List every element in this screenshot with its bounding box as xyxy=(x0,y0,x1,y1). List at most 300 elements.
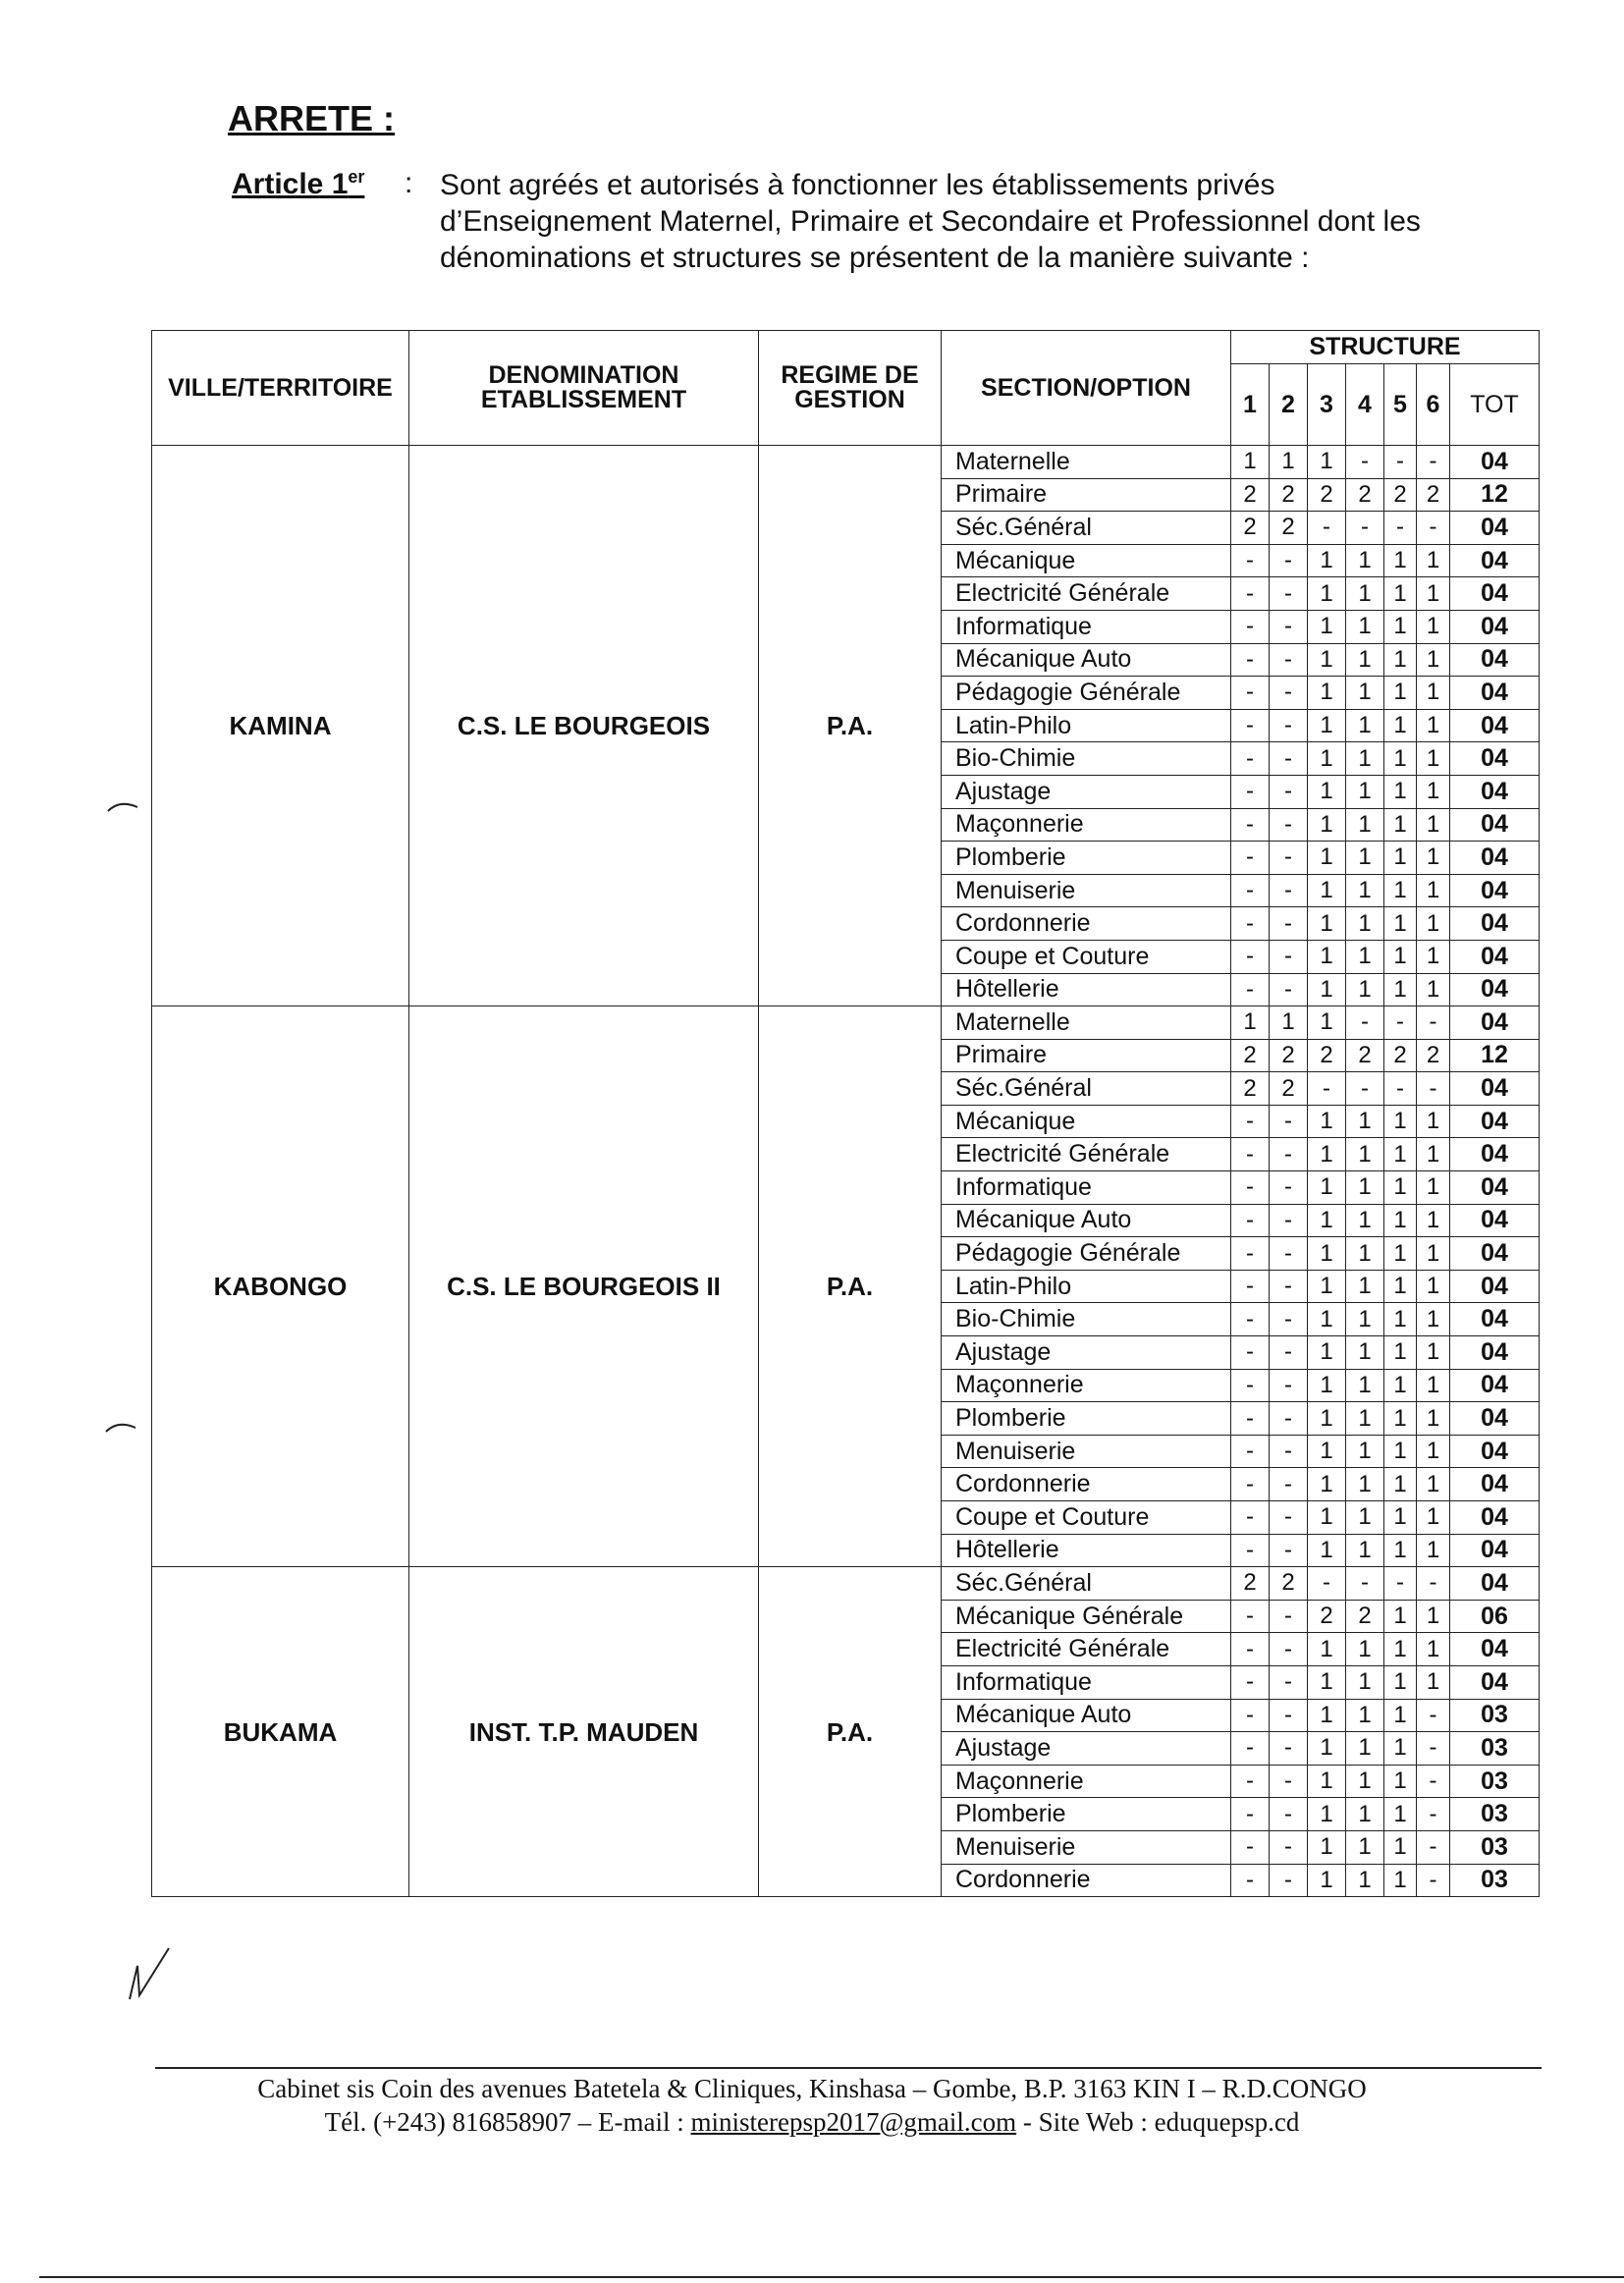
total-cell: 04 xyxy=(1450,1501,1540,1535)
article-label-text: Article 1 xyxy=(232,168,349,200)
footer-website: - Site Web : eduquepsp.cd xyxy=(1016,2107,1300,2137)
level-2-cell: 2 xyxy=(1270,1567,1308,1601)
total-cell: 04 xyxy=(1450,1665,1540,1699)
level-2-cell: - xyxy=(1270,1468,1308,1501)
level-1-cell: - xyxy=(1231,1830,1270,1864)
section-cell: Séc.Général xyxy=(942,512,1231,545)
level-1-cell: - xyxy=(1231,1732,1270,1766)
section-cell: Menuiserie xyxy=(942,1830,1231,1864)
table-body xyxy=(152,446,1540,1897)
section-cell: Plomberie xyxy=(942,842,1231,875)
footer-contact xyxy=(0,2107,1624,2138)
total-cell: 03 xyxy=(1450,1699,1540,1732)
section-cell: Hôtellerie xyxy=(942,1534,1231,1567)
level-4-cell: 1 xyxy=(1346,1798,1384,1831)
level-3-cell: 1 xyxy=(1308,1336,1346,1370)
total-cell: 04 xyxy=(1450,1435,1540,1468)
total-cell: 04 xyxy=(1450,1204,1540,1237)
total-cell: 12 xyxy=(1450,478,1540,512)
total-cell: 04 xyxy=(1450,775,1540,808)
pen-mark-icon xyxy=(104,1418,139,1438)
level-4-cell: 2 xyxy=(1346,1600,1384,1633)
level-4-cell: 1 xyxy=(1346,1105,1384,1138)
total-cell: 04 xyxy=(1450,907,1540,941)
level-2-cell: - xyxy=(1270,1336,1308,1370)
section-cell: Maternelle xyxy=(942,1006,1231,1040)
level-3-cell: 1 xyxy=(1308,1665,1346,1699)
level-1-cell: - xyxy=(1231,1138,1270,1171)
level-3-cell: 1 xyxy=(1308,1105,1346,1138)
level-5-cell: 2 xyxy=(1384,478,1417,512)
section-cell: Cordonnerie xyxy=(942,907,1231,941)
level-3-cell: 1 xyxy=(1308,1204,1346,1237)
section-cell: Menuiserie xyxy=(942,874,1231,907)
level-2-cell: - xyxy=(1270,677,1308,710)
section-cell: Pédagogie Générale xyxy=(942,1237,1231,1271)
section-cell: Ajustage xyxy=(942,1336,1231,1370)
level-1-cell: - xyxy=(1231,1435,1270,1468)
level-4-cell: - xyxy=(1346,446,1384,479)
level-6-cell: 1 xyxy=(1417,874,1450,907)
level-2-cell: - xyxy=(1270,610,1308,643)
level-1-cell: - xyxy=(1231,1534,1270,1567)
level-6-cell: 1 xyxy=(1417,677,1450,710)
ville-cell: KABONGO xyxy=(152,1006,409,1567)
total-cell: 04 xyxy=(1450,1105,1540,1138)
level-3-cell: 1 xyxy=(1308,446,1346,479)
section-cell: Mécanique xyxy=(942,544,1231,577)
level-6-cell: 1 xyxy=(1417,742,1450,776)
section-cell: Mécanique xyxy=(942,1105,1231,1138)
level-4-cell: 1 xyxy=(1346,1303,1384,1336)
section-cell: Informatique xyxy=(942,1665,1231,1699)
level-5-cell: 1 xyxy=(1384,1732,1417,1766)
total-cell: 04 xyxy=(1450,677,1540,710)
level-1-cell: - xyxy=(1231,1204,1270,1237)
level-1-cell: - xyxy=(1231,775,1270,808)
level-4-cell: 2 xyxy=(1346,478,1384,512)
section-cell: Maçonnerie xyxy=(942,1369,1231,1402)
level-6-cell: 1 xyxy=(1417,1138,1450,1171)
article-colon: : xyxy=(405,167,413,199)
level-4-cell: - xyxy=(1346,1006,1384,1040)
level-2-cell: - xyxy=(1270,1138,1308,1171)
level-3-cell: 1 xyxy=(1308,775,1346,808)
level-6-cell: - xyxy=(1417,1765,1450,1798)
level-1-cell: - xyxy=(1231,1600,1270,1633)
level-5-cell: 1 xyxy=(1384,1171,1417,1205)
total-cell: 04 xyxy=(1450,1171,1540,1205)
section-cell: Mécanique Générale xyxy=(942,1600,1231,1633)
level-2-cell: - xyxy=(1270,1765,1308,1798)
level-2-cell: - xyxy=(1270,1864,1308,1897)
level-3-cell: 1 xyxy=(1308,1138,1346,1171)
total-cell: 04 xyxy=(1450,1567,1540,1601)
level-5-cell: 1 xyxy=(1384,808,1417,842)
header-denomination: DENOMINATION ETABLISSEMENT xyxy=(409,331,759,446)
level-1-cell: - xyxy=(1231,1105,1270,1138)
level-2-cell: - xyxy=(1270,1270,1308,1303)
level-5-cell: 1 xyxy=(1384,677,1417,710)
level-6-cell: 1 xyxy=(1417,1336,1450,1370)
total-cell: 04 xyxy=(1450,577,1540,611)
total-cell: 04 xyxy=(1450,1468,1540,1501)
level-1-cell: 2 xyxy=(1231,1039,1270,1072)
level-6-cell: 1 xyxy=(1417,1105,1450,1138)
level-3-cell: 1 xyxy=(1308,643,1346,677)
ville-cell: KAMINA xyxy=(152,446,409,1006)
level-5-cell: 1 xyxy=(1384,709,1417,742)
total-cell: 06 xyxy=(1450,1600,1540,1633)
level-3-cell: 1 xyxy=(1308,808,1346,842)
level-4-cell: 1 xyxy=(1346,1699,1384,1732)
level-3-cell: 1 xyxy=(1308,874,1346,907)
level-5-cell: 1 xyxy=(1384,1699,1417,1732)
level-3-cell: 1 xyxy=(1308,1699,1346,1732)
level-5-cell: 1 xyxy=(1384,1336,1417,1370)
level-4-cell: 1 xyxy=(1346,1171,1384,1205)
total-cell: 04 xyxy=(1450,973,1540,1006)
level-6-cell: 1 xyxy=(1417,1303,1450,1336)
level-4-cell: 1 xyxy=(1346,1864,1384,1897)
level-6-cell: 1 xyxy=(1417,1204,1450,1237)
section-cell: Plomberie xyxy=(942,1402,1231,1436)
total-cell: 04 xyxy=(1450,544,1540,577)
level-5-cell: 1 xyxy=(1384,1798,1417,1831)
level-4-cell: 1 xyxy=(1346,1468,1384,1501)
level-1-cell: - xyxy=(1231,1402,1270,1436)
level-5-cell: 1 xyxy=(1384,1435,1417,1468)
level-5-cell: 1 xyxy=(1384,742,1417,776)
section-cell: Mécanique Auto xyxy=(942,1699,1231,1732)
article-label-sup: er xyxy=(348,167,365,187)
total-cell: 03 xyxy=(1450,1765,1540,1798)
level-4-cell: 1 xyxy=(1346,1270,1384,1303)
total-cell: 04 xyxy=(1450,742,1540,776)
level-5-cell: 1 xyxy=(1384,1237,1417,1271)
level-4-cell: 1 xyxy=(1346,709,1384,742)
header-tot: TOT xyxy=(1450,364,1540,446)
level-6-cell: 1 xyxy=(1417,1237,1450,1271)
section-cell: Séc.Général xyxy=(942,1567,1231,1601)
level-1-cell: 2 xyxy=(1231,478,1270,512)
level-5-cell: 1 xyxy=(1384,1534,1417,1567)
total-cell: 04 xyxy=(1450,446,1540,479)
level-1-cell: 2 xyxy=(1231,1567,1270,1601)
level-5-cell: 1 xyxy=(1384,1830,1417,1864)
level-1-cell: - xyxy=(1231,544,1270,577)
level-2-cell: - xyxy=(1270,1204,1308,1237)
level-6-cell: 1 xyxy=(1417,1270,1450,1303)
level-6-cell: - xyxy=(1417,1732,1450,1766)
ville-cell: BUKAMA xyxy=(152,1567,409,1897)
level-6-cell: 1 xyxy=(1417,544,1450,577)
level-6-cell: 1 xyxy=(1417,907,1450,941)
level-3-cell: 2 xyxy=(1308,1039,1346,1072)
total-cell: 04 xyxy=(1450,1369,1540,1402)
level-3-cell: 2 xyxy=(1308,478,1346,512)
level-5-cell: - xyxy=(1384,446,1417,479)
level-1-cell: - xyxy=(1231,842,1270,875)
level-2-cell: 2 xyxy=(1270,512,1308,545)
level-5-cell: 1 xyxy=(1384,1303,1417,1336)
level-1-cell: - xyxy=(1231,1237,1270,1271)
level-2-cell: 2 xyxy=(1270,1072,1308,1106)
level-5-cell: 1 xyxy=(1384,544,1417,577)
level-4-cell: 1 xyxy=(1346,544,1384,577)
level-3-cell: 1 xyxy=(1308,1237,1346,1271)
page-bottom-edge xyxy=(39,2276,1624,2278)
total-cell: 04 xyxy=(1450,1006,1540,1040)
level-1-cell: - xyxy=(1231,1270,1270,1303)
level-2-cell: - xyxy=(1270,544,1308,577)
level-2-cell: - xyxy=(1270,577,1308,611)
level-4-cell: 1 xyxy=(1346,874,1384,907)
level-2-cell: - xyxy=(1270,709,1308,742)
level-4-cell: 1 xyxy=(1346,1237,1384,1271)
section-cell: Electricité Générale xyxy=(942,1138,1231,1171)
signature-initial-icon xyxy=(124,1944,173,2003)
level-4-cell: 1 xyxy=(1346,1402,1384,1436)
total-cell: 04 xyxy=(1450,874,1540,907)
total-cell: 04 xyxy=(1450,808,1540,842)
section-cell: Mécanique Auto xyxy=(942,643,1231,677)
level-2-cell: - xyxy=(1270,1435,1308,1468)
level-5-cell: 2 xyxy=(1384,1039,1417,1072)
level-4-cell: - xyxy=(1346,1072,1384,1106)
level-3-cell: 1 xyxy=(1308,1534,1346,1567)
level-6-cell: 1 xyxy=(1417,973,1450,1006)
footer-email-link[interactable]: ministerepsp2017@gmail.com xyxy=(690,2107,1017,2137)
section-cell: Bio-Chimie xyxy=(942,1303,1231,1336)
level-4-cell: 1 xyxy=(1346,940,1384,973)
level-5-cell: 1 xyxy=(1384,1105,1417,1138)
header-level-4: 4 xyxy=(1346,364,1384,446)
total-cell: 03 xyxy=(1450,1732,1540,1766)
level-6-cell: - xyxy=(1417,1006,1450,1040)
total-cell: 04 xyxy=(1450,842,1540,875)
level-3-cell: 1 xyxy=(1308,1171,1346,1205)
level-5-cell: 1 xyxy=(1384,577,1417,611)
level-5-cell: 1 xyxy=(1384,1864,1417,1897)
level-5-cell: 1 xyxy=(1384,1633,1417,1666)
level-2-cell: - xyxy=(1270,1171,1308,1205)
level-6-cell: 1 xyxy=(1417,643,1450,677)
table-row xyxy=(152,1567,1540,1601)
level-2-cell: - xyxy=(1270,1501,1308,1535)
level-6-cell: - xyxy=(1417,1864,1450,1897)
level-1-cell: - xyxy=(1231,1303,1270,1336)
level-2-cell: - xyxy=(1270,973,1308,1006)
section-cell: Latin-Philo xyxy=(942,709,1231,742)
section-cell: Electricité Générale xyxy=(942,1633,1231,1666)
level-5-cell: 1 xyxy=(1384,610,1417,643)
level-3-cell: 1 xyxy=(1308,1830,1346,1864)
section-cell: Cordonnerie xyxy=(942,1468,1231,1501)
level-2-cell: - xyxy=(1270,1402,1308,1436)
level-4-cell: 1 xyxy=(1346,1732,1384,1766)
header-level-1: 1 xyxy=(1231,364,1270,446)
level-2-cell: - xyxy=(1270,1303,1308,1336)
level-1-cell: - xyxy=(1231,610,1270,643)
regime-cell: P.A. xyxy=(759,1567,942,1897)
level-5-cell: 1 xyxy=(1384,1765,1417,1798)
level-4-cell: 1 xyxy=(1346,1633,1384,1666)
level-2-cell: 1 xyxy=(1270,446,1308,479)
article-label xyxy=(232,167,364,201)
level-5-cell: 1 xyxy=(1384,973,1417,1006)
level-3-cell: 1 xyxy=(1308,1798,1346,1831)
level-4-cell: 1 xyxy=(1346,842,1384,875)
level-2-cell: - xyxy=(1270,940,1308,973)
structure-table xyxy=(151,330,1540,1897)
level-5-cell: 1 xyxy=(1384,1270,1417,1303)
total-cell: 12 xyxy=(1450,1039,1540,1072)
section-cell: Cordonnerie xyxy=(942,1864,1231,1897)
level-1-cell: 2 xyxy=(1231,1072,1270,1106)
level-6-cell: - xyxy=(1417,1567,1450,1601)
footer-address: Cabinet sis Coin des avenues Batetela & Cliniques, Kinshasa – Gombe, B.P. 3163 KIN I – R.D.CONGO xyxy=(257,2074,1367,2103)
total-cell: 04 xyxy=(1450,1534,1540,1567)
level-5-cell: 1 xyxy=(1384,1600,1417,1633)
level-1-cell: - xyxy=(1231,643,1270,677)
level-2-cell: - xyxy=(1270,742,1308,776)
level-6-cell: 1 xyxy=(1417,610,1450,643)
level-6-cell: 1 xyxy=(1417,775,1450,808)
section-cell: Primaire xyxy=(942,1039,1231,1072)
level-4-cell: 1 xyxy=(1346,1665,1384,1699)
total-cell: 04 xyxy=(1450,1270,1540,1303)
section-cell: Latin-Philo xyxy=(942,1270,1231,1303)
level-5-cell: 1 xyxy=(1384,842,1417,875)
level-6-cell: - xyxy=(1417,1830,1450,1864)
section-cell: Bio-Chimie xyxy=(942,742,1231,776)
level-2-cell: - xyxy=(1270,1369,1308,1402)
level-3-cell: 2 xyxy=(1308,1600,1346,1633)
level-1-cell: - xyxy=(1231,808,1270,842)
level-5-cell: - xyxy=(1384,1072,1417,1106)
level-6-cell: 1 xyxy=(1417,1501,1450,1535)
level-6-cell: - xyxy=(1417,446,1450,479)
article-text: Sont agréés et autorisés à fonctionner les établissements privés d’Enseignement Maternel, Primaire et Secondaire et Professionnel dont les dénominations et structures se présentent de la manière suivante : xyxy=(440,169,1421,274)
level-6-cell: - xyxy=(1417,1072,1450,1106)
level-3-cell: 1 xyxy=(1308,940,1346,973)
level-3-cell: 1 xyxy=(1308,1864,1346,1897)
level-3-cell: 1 xyxy=(1308,544,1346,577)
regime-cell: P.A. xyxy=(759,446,942,1006)
level-6-cell: - xyxy=(1417,512,1450,545)
level-2-cell: - xyxy=(1270,1534,1308,1567)
level-3-cell: - xyxy=(1308,1567,1346,1601)
level-2-cell: - xyxy=(1270,874,1308,907)
level-6-cell: 1 xyxy=(1417,1369,1450,1402)
level-2-cell: - xyxy=(1270,808,1308,842)
level-3-cell: 1 xyxy=(1308,1402,1346,1436)
header-structure: STRUCTURE xyxy=(1231,331,1540,364)
denomination-cell: INST. T.P. MAUDEN xyxy=(409,1567,759,1897)
level-6-cell: 1 xyxy=(1417,1402,1450,1436)
total-cell: 03 xyxy=(1450,1864,1540,1897)
level-3-cell: 1 xyxy=(1308,907,1346,941)
level-5-cell: - xyxy=(1384,512,1417,545)
level-2-cell: - xyxy=(1270,907,1308,941)
level-1-cell: 1 xyxy=(1231,1006,1270,1040)
level-3-cell: 1 xyxy=(1308,742,1346,776)
section-cell: Pédagogie Générale xyxy=(942,677,1231,710)
total-cell: 04 xyxy=(1450,1336,1540,1370)
level-1-cell: 1 xyxy=(1231,446,1270,479)
level-2-cell: 2 xyxy=(1270,478,1308,512)
table-row xyxy=(152,1006,1540,1040)
level-3-cell: - xyxy=(1308,512,1346,545)
level-4-cell: 1 xyxy=(1346,1369,1384,1402)
section-cell: Electricité Générale xyxy=(942,577,1231,611)
level-1-cell: - xyxy=(1231,1468,1270,1501)
level-4-cell: 1 xyxy=(1346,808,1384,842)
level-6-cell: 1 xyxy=(1417,842,1450,875)
section-cell: Mécanique Auto xyxy=(942,1204,1231,1237)
level-2-cell: - xyxy=(1270,643,1308,677)
structure-table-wrapper xyxy=(151,330,1540,1897)
level-2-cell: - xyxy=(1270,1830,1308,1864)
level-4-cell: 1 xyxy=(1346,1830,1384,1864)
section-cell: Maçonnerie xyxy=(942,808,1231,842)
level-3-cell: 1 xyxy=(1308,1369,1346,1402)
level-4-cell: - xyxy=(1346,512,1384,545)
level-2-cell: - xyxy=(1270,1699,1308,1732)
section-cell: Coupe et Couture xyxy=(942,1501,1231,1535)
level-3-cell: 1 xyxy=(1308,1732,1346,1766)
level-6-cell: 1 xyxy=(1417,1171,1450,1205)
section-cell: Ajustage xyxy=(942,775,1231,808)
total-cell: 04 xyxy=(1450,1237,1540,1271)
section-cell: Informatique xyxy=(942,1171,1231,1205)
level-1-cell: - xyxy=(1231,1336,1270,1370)
level-4-cell: 2 xyxy=(1346,1039,1384,1072)
level-3-cell: 1 xyxy=(1308,1633,1346,1666)
level-1-cell: - xyxy=(1231,677,1270,710)
level-5-cell: 1 xyxy=(1384,874,1417,907)
level-4-cell: 1 xyxy=(1346,643,1384,677)
level-5-cell: 1 xyxy=(1384,775,1417,808)
header-level-5: 5 xyxy=(1384,364,1417,446)
level-5-cell: 1 xyxy=(1384,1369,1417,1402)
level-1-cell: - xyxy=(1231,1171,1270,1205)
level-2-cell: - xyxy=(1270,1105,1308,1138)
level-4-cell: 1 xyxy=(1346,677,1384,710)
level-3-cell: 1 xyxy=(1308,842,1346,875)
level-4-cell: 1 xyxy=(1346,1534,1384,1567)
level-6-cell: - xyxy=(1417,1699,1450,1732)
level-4-cell: 1 xyxy=(1346,1138,1384,1171)
level-3-cell: 1 xyxy=(1308,1765,1346,1798)
level-2-cell: - xyxy=(1270,1237,1308,1271)
footer-phone: Tél. (+243) 816858907 – E-mail : xyxy=(324,2107,691,2137)
level-4-cell: - xyxy=(1346,1567,1384,1601)
level-1-cell: - xyxy=(1231,1699,1270,1732)
level-4-cell: 1 xyxy=(1346,973,1384,1006)
section-cell: Plomberie xyxy=(942,1798,1231,1831)
level-1-cell: - xyxy=(1231,577,1270,611)
level-6-cell: 1 xyxy=(1417,1534,1450,1567)
level-4-cell: 1 xyxy=(1346,1501,1384,1535)
level-1-cell: - xyxy=(1231,1501,1270,1535)
level-1-cell: - xyxy=(1231,1633,1270,1666)
level-5-cell: 1 xyxy=(1384,1665,1417,1699)
level-3-cell: 1 xyxy=(1308,1006,1346,1040)
level-3-cell: 1 xyxy=(1308,1435,1346,1468)
level-5-cell: 1 xyxy=(1384,1138,1417,1171)
